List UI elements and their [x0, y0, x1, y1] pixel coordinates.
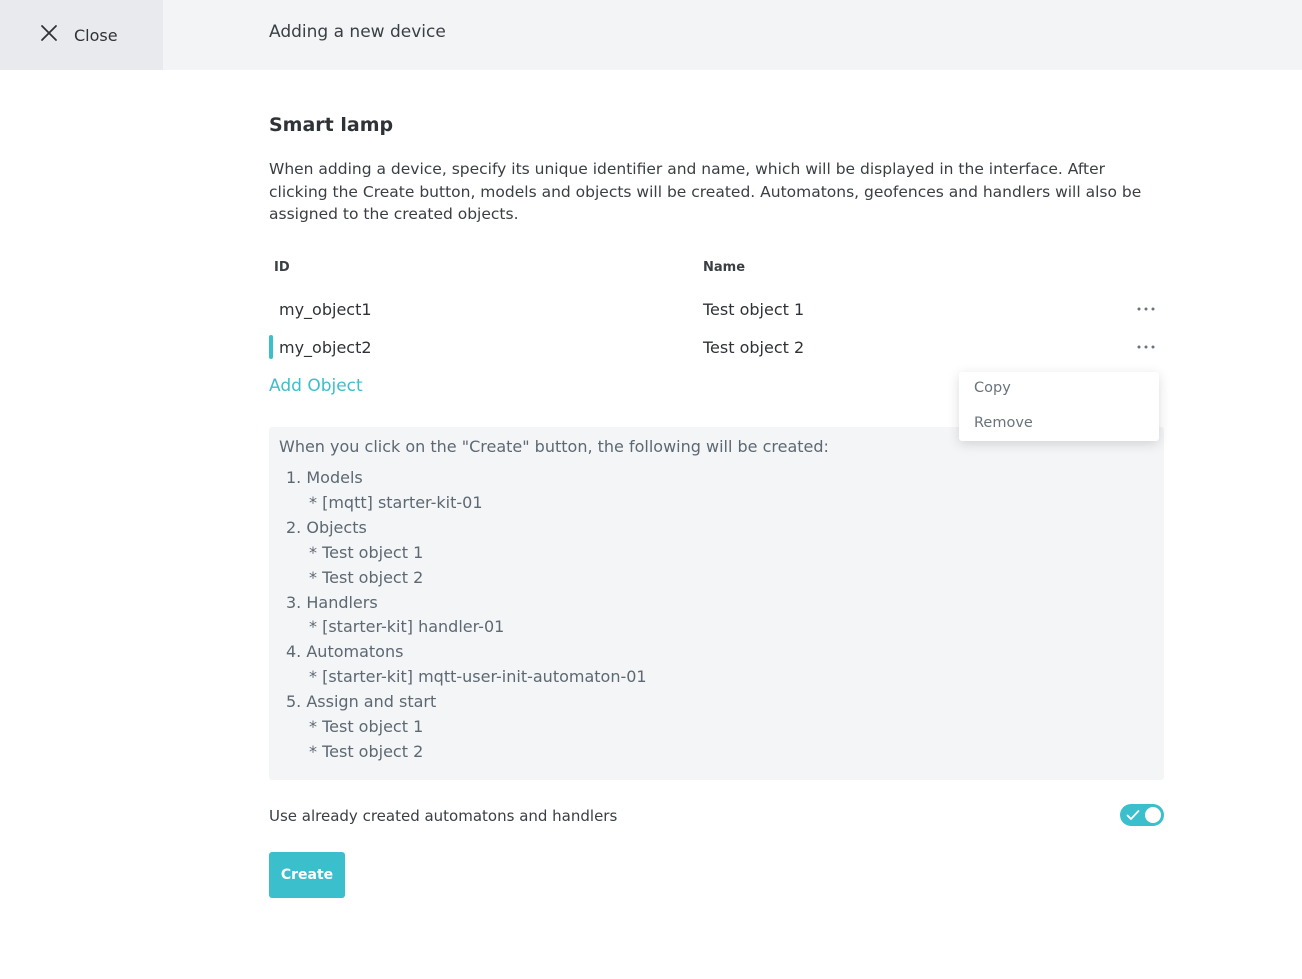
device-description: When adding a device, specify its unique identifier and name, which will be displayed in the interface. After clicking the Create button, models and objects will be created. Automatons, geofences and handlers will also be assigned to the created objects. — [269, 160, 1142, 223]
active-row-indicator — [269, 335, 273, 359]
summary-line: 4. Automatons — [286, 642, 404, 661]
row-more-button[interactable] — [1133, 335, 1159, 359]
create-button[interactable]: Create — [269, 852, 345, 898]
more-horizontal-icon — [1137, 345, 1155, 349]
use-existing-label: Use already created automatons and handlers — [269, 807, 618, 825]
add-object-link[interactable]: Add Object — [269, 376, 363, 396]
close-button[interactable] — [0, 0, 163, 70]
summary-line: * [starter-kit] mqtt-user-init-automaton-01 — [309, 667, 647, 686]
column-header-id: ID — [274, 260, 290, 275]
summary-line: 2. Objects — [286, 518, 367, 537]
menu-item-remove[interactable]: Remove — [974, 415, 1033, 431]
menu-item-copy[interactable]: Copy — [974, 380, 1011, 396]
summary-line: * [mqtt] starter-kit-01 — [309, 493, 483, 512]
summary-line: 3. Handlers — [286, 593, 378, 612]
summary-line: * Test object 1 — [309, 543, 424, 562]
page-title: Adding a new device — [269, 22, 446, 42]
row-more-button[interactable] — [1133, 297, 1159, 321]
device-title: Smart lamp — [269, 114, 394, 136]
object-id-cell[interactable]: my_object2 — [279, 338, 372, 357]
more-horizontal-icon — [1137, 307, 1155, 311]
toggle-knob — [1145, 807, 1161, 823]
creation-summary — [269, 427, 1164, 780]
summary-line: 1. Models — [286, 468, 363, 487]
summary-intro: When you click on the "Create" button, the following will be created: — [279, 437, 829, 456]
object-id-cell[interactable]: my_object1 — [279, 300, 372, 319]
object-name-cell[interactable]: Test object 1 — [703, 300, 805, 319]
close-label: Close — [74, 25, 118, 45]
summary-line: * Test object 2 — [309, 742, 424, 761]
use-existing-toggle[interactable] — [1120, 804, 1164, 826]
summary-line: * [starter-kit] handler-01 — [309, 617, 505, 636]
object-name-cell[interactable]: Test object 2 — [703, 338, 805, 357]
summary-line: * Test object 1 — [309, 717, 424, 736]
check-icon — [1126, 809, 1140, 821]
column-header-name: Name — [703, 260, 746, 275]
top-bar — [0, 0, 1302, 70]
summary-line: * Test object 2 — [309, 568, 424, 587]
close-icon — [40, 24, 58, 46]
object-row[interactable] — [269, 295, 1164, 325]
row-context-menu — [959, 372, 1159, 441]
object-row[interactable] — [269, 333, 1164, 363]
summary-line: 5. Assign and start — [286, 692, 437, 711]
